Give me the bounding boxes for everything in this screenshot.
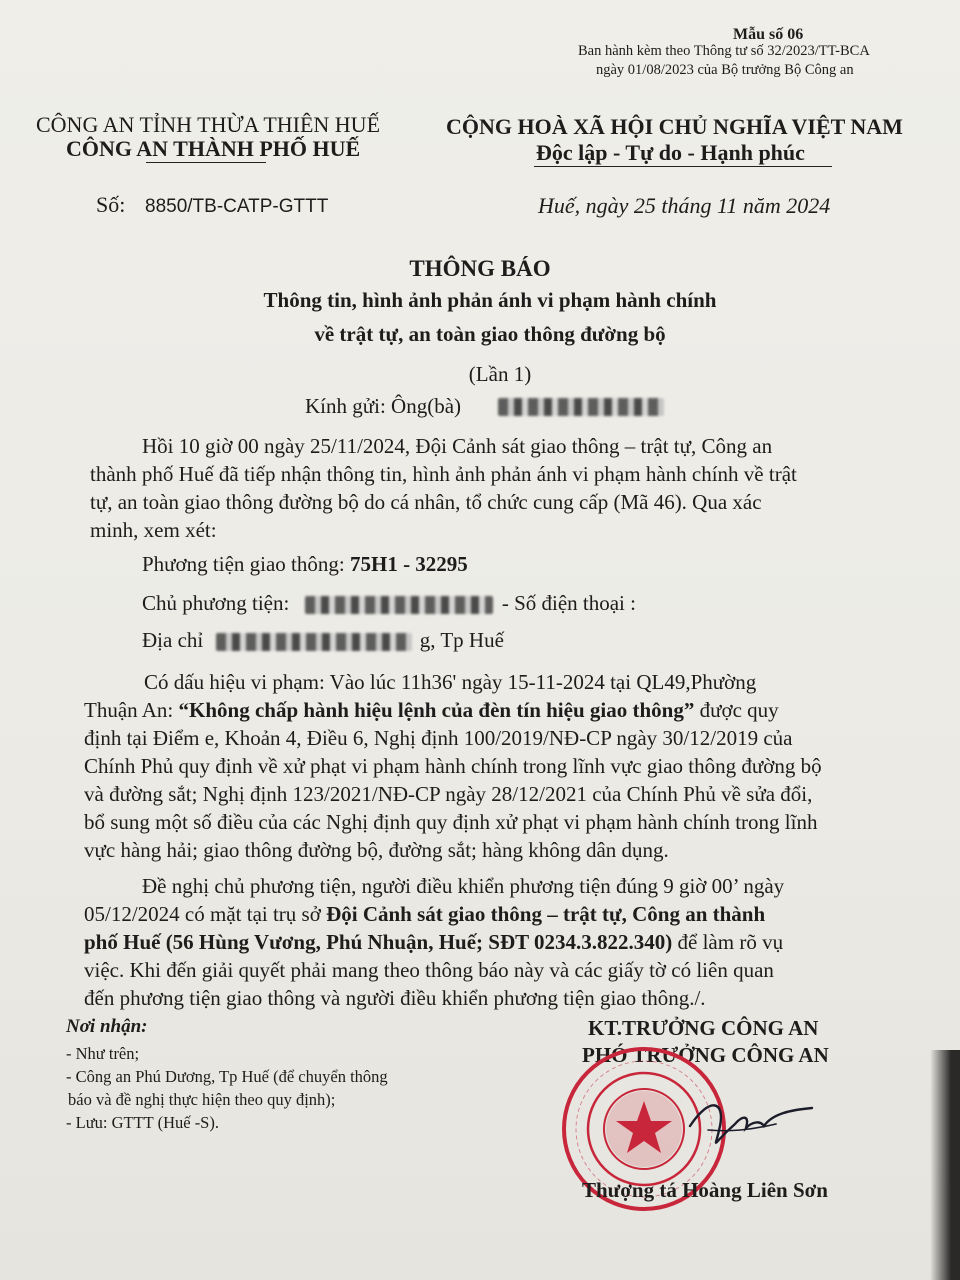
national-title: CỘNG HOÀ XÃ HỘI CHỦ NGHĨA VIỆT NAM: [446, 114, 903, 139]
doc-number-label: Số:: [96, 192, 126, 217]
violation-line: Chính Phủ quy định về xử phạt vi phạm hành chính trong lĩnh vực giao thông đường bộ: [84, 754, 822, 778]
request-office: Đội Cảnh sát giao thông – trật tự, Công an thành: [326, 902, 766, 926]
owner-row: [142, 591, 636, 616]
request-office-address: phố Huế (56 Hùng Vương, Phú Nhuận, Huế; SĐT 0234.3.822.340): [84, 930, 673, 954]
request-date: 05/12/2024 có mặt tại trụ sở: [84, 902, 327, 926]
violation-paragraph: [84, 668, 904, 864]
request-line-2: [84, 900, 904, 928]
recipient-item: báo và đề nghị thực hiện theo quy định);: [68, 1090, 336, 1109]
request-line-3: [84, 928, 904, 956]
address-tail: g, Tp Huế: [419, 628, 504, 652]
agency-parent: CÔNG AN TỈNH THỪA THIÊN HUẾ: [36, 112, 381, 137]
violation-line: Có dấu hiệu vi phạm: Vào lúc 11h36' ngày 15-11-2024 tại QL49,Phường: [144, 670, 757, 694]
recipients-label: Nơi nhận:: [66, 1016, 148, 1037]
violation-line: và đường sắt; Nghị định 123/2021/NĐ-CP ngày 28/12/2021 của Chính Phủ về sửa đổi,: [84, 782, 813, 806]
agency-name: CÔNG AN THÀNH PHỐ HUẾ: [66, 136, 361, 161]
recipient-item: - Lưu: GTTT (Huế -S).: [66, 1113, 219, 1132]
violation-line-2: [84, 696, 904, 724]
form-issued-line1: Ban hành kèm theo Thông tư số 32/2023/TT-BCA: [578, 43, 870, 59]
request-line: việc. Khi đến giải quyết phải mang theo thông báo này và các giấy tờ có liên quan: [84, 958, 774, 982]
recipient-name-redacted: [498, 398, 664, 416]
signature-title-1: KT.TRƯỞNG CÔNG AN: [588, 1016, 819, 1040]
request-line: Đề nghị chủ phương tiện, người điều khiển phương tiện đúng 9 giờ 00’ ngày: [142, 874, 785, 898]
form-issued-line2: ngày 01/08/2023 của Bộ trưởng Bộ Công an: [596, 62, 854, 78]
vehicle-plate: 75H1 - 32295: [349, 552, 468, 576]
agency-underline: [146, 162, 266, 163]
intro-line: minh, xem xét:: [90, 518, 217, 542]
address-row: [142, 628, 504, 653]
recipient-item: - Công an Phú Dương, Tp Huế (để chuyển thông: [66, 1067, 388, 1086]
phone-label: - Số điện thoại :: [501, 591, 636, 615]
notice-title: THÔNG BÁO: [409, 256, 551, 281]
notice-subtitle-2: về trật tự, an toàn giao thông đường bộ: [314, 322, 666, 346]
doc-number: 8850/TB-CATP-GTTT: [145, 196, 329, 217]
request-purpose: để làm rõ vụ: [672, 930, 784, 954]
motto-underline: [534, 166, 832, 167]
violation-line: vực hàng hải; giao thông đường bộ, đường sắt; hàng không dân dụng.: [84, 838, 669, 862]
recipient-label: Kính gửi: Ông(bà): [305, 394, 462, 418]
issue-date: Huế, ngày 25 tháng 11 năm 2024: [538, 193, 831, 218]
notice-subtitle-1: Thông tin, hình ảnh phản ánh vi phạm hành chính: [263, 288, 717, 312]
violation-description: “Không chấp hành hiệu lệnh của đèn tín hiệu giao thông”: [178, 698, 695, 722]
owner-label: Chủ phương tiện:: [142, 591, 290, 615]
request-paragraph: [84, 872, 904, 1012]
intro-paragraph: [90, 432, 910, 544]
address-label: Địa chỉ: [142, 628, 204, 652]
vehicle-label: Phương tiện giao thông:: [142, 552, 345, 576]
handwritten-signature: [680, 1086, 820, 1156]
national-motto: Độc lập - Tự do - Hạnh phúc: [536, 140, 805, 165]
intro-line: thành phố Huế đã tiếp nhận thông tin, hình ảnh phản ánh vi phạm hành chính về trật: [90, 462, 797, 486]
violation-location: Thuận An:: [84, 698, 179, 722]
owner-name-redacted: [305, 596, 493, 614]
recipient-item: - Như trên;: [66, 1044, 140, 1063]
signature-title-2: PHÓ TRƯỞNG CÔNG AN: [582, 1043, 829, 1067]
page-shadow: [930, 1050, 960, 1280]
request-line: đến phương tiện giao thông và người điều khiển phương tiện giao thông./.: [84, 986, 706, 1010]
signer-name: Thượng tá Hoàng Liên Sơn: [582, 1178, 828, 1202]
violation-cont: được quy: [694, 698, 779, 722]
recipients-list: [66, 1042, 388, 1134]
form-number: Mẫu số 06: [733, 26, 804, 43]
violation-line: định tại Điểm e, Khoản 4, Điều 6, Nghị định 100/2019/NĐ-CP ngày 30/12/2019 của: [84, 726, 793, 750]
intro-line: tự, an toàn giao thông đường bộ do cá nhân, tổ chức cung cấp (Mã 46). Qua xác: [90, 490, 762, 514]
notice-attempt: (Lần 1): [468, 362, 532, 386]
violation-line: bổ sung một số điều của các Nghị định quy định xử phạt vi phạm hành chính trong lĩnh: [84, 810, 818, 834]
vehicle-row: [142, 552, 468, 577]
address-redacted: [216, 633, 412, 651]
intro-line: Hồi 10 giờ 00 ngày 25/11/2024, Đội Cảnh sát giao thông – trật tự, Công an: [142, 434, 773, 458]
